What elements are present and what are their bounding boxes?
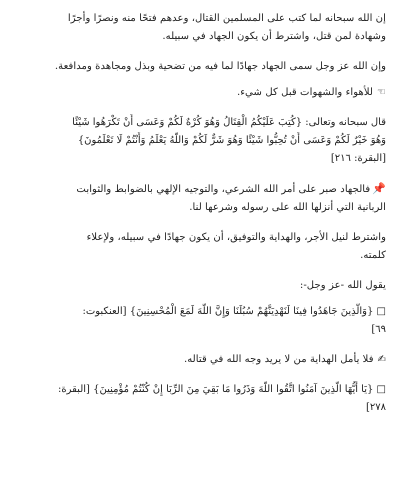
text-line: وشهادة لمن قتل، واشترط أن يكون الجهاد في سبيله.: [162, 31, 386, 42]
text-line: يقول الله -عز وجل-:: [299, 280, 386, 291]
text-line: فلا يأمل الهداية من لا يريد وجه الله في قتاله.: [183, 354, 374, 365]
paragraph-quran-baqarah-216: [8, 114, 392, 168]
pointing-hand-icon: ☜: [377, 87, 386, 98]
text-line: واشترط لنيل الأجر، والهداية والتوفيق، أن يكون جهادًا في سبيله، ولإعلاء: [86, 232, 386, 243]
text-line: الربانية التي أنزلها الله على رسوله وشرعها لنا.: [189, 202, 386, 213]
paragraph-patience: [8, 180, 392, 217]
paragraph-desires: [8, 84, 392, 102]
text-line: كلمته.: [360, 250, 386, 261]
text-line: وإن الله عز وجل سمى الجهاد جهادًا لما فيه من تضحية وبذل ومجاهدة ومدافعة.: [54, 61, 386, 72]
text-line-with-icon: [12, 180, 386, 199]
verse-reference: ٦٩]: [371, 324, 386, 335]
writing-hand-icon: ✍: [377, 354, 386, 365]
text-line: فالجهاد صبر على أمر الله الشرعي، والتوجيه الإلهي بالضوابط والثوابت: [76, 184, 371, 195]
text-line-with-icon: [12, 84, 386, 102]
paragraph-condition: [8, 229, 392, 265]
text-line: للأهواء والشهوات قبل كل شيء.: [237, 87, 374, 98]
paragraph-quran-baqarah-278: [8, 381, 392, 417]
text-line: □ {يَا أَيُّهَا الَّذِينَ آمَنُوا اتَّقُوا اللَّهَ وَذَرُوا مَا بَقِيَ مِنَ الرِّبَا إِنْ كُنْتُمْ مُؤْمِنِينَ} [البقرة:: [58, 384, 386, 395]
paragraph-guidance: [8, 351, 392, 369]
paragraph-jihad-naming: [8, 58, 392, 76]
text-line: إن الله سبحانه لما كتب على المسلمين القتال، وعدهم فتحًا منه ونصرًا وأجرًا: [67, 13, 386, 24]
paragraph-jihad-promise: [8, 10, 392, 46]
paragraph-quran-ankabut-69: [8, 303, 392, 339]
text-line-with-icon: [12, 351, 386, 369]
verse-reference: [البقرة: ٢١٦]: [330, 153, 386, 164]
text-line: قال سبحانه وتعالى: {كُتِبَ عَلَيْكُمُ الْقِتَالُ وَهُوَ كُرْهٌ لَكُمْ وَعَسَى أَنْ تَكْرَهُوا شَيْئًا: [72, 117, 386, 128]
verse-reference: ٢٧٨]: [365, 402, 386, 413]
paragraph-allah-says: [8, 277, 392, 295]
pushpin-icon: 📌: [372, 182, 386, 195]
text-line: وَهُوَ خَيْرٌ لَكُمْ وَعَسَى أَنْ تُحِبُّوا شَيْئًا وَهُوَ شَرٌّ لَكُمْ وَاللَّهُ يَعْلَمُ وَأَنْتُمْ لَا تَعْلَمُونَ}: [77, 135, 386, 146]
text-line: □ {وَالَّذِينَ جَاهَدُوا فِينَا لَنَهْدِيَنَّهُمْ سُبُلَنَا وَإِنَّ اللَّهَ لَمَعَ الْمُحْسِنِينَ} [العنكبوت:: [82, 306, 386, 317]
